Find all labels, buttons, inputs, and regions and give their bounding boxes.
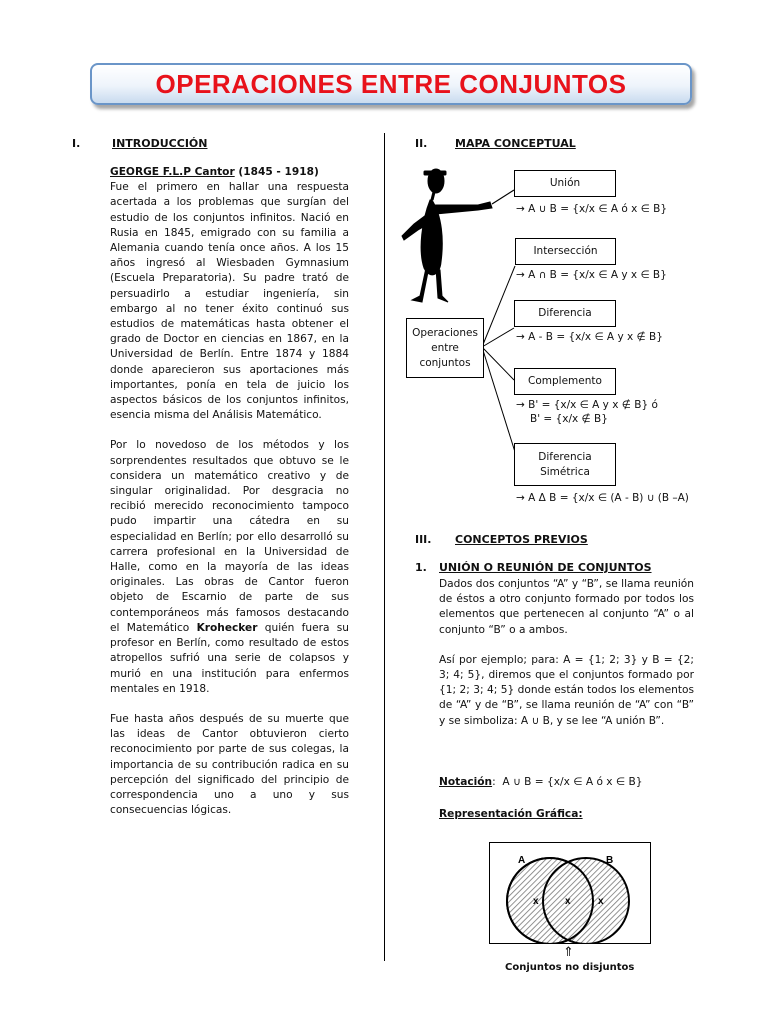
notation-label: Notación — [439, 776, 493, 788]
page-title: OPERACIONES ENTRE CONJUNTOS — [155, 69, 627, 99]
krohecker-name: Krohecker — [196, 621, 258, 634]
op-label: Diferencia — [538, 307, 592, 319]
center-box — [406, 318, 484, 378]
op-formula-complement-alt: B' = {x/x ∉ B} — [530, 413, 608, 425]
section-title: MAPA CONCEPTUAL — [455, 137, 576, 150]
section-title: CONCEPTOS PREVIOS — [455, 533, 588, 546]
section-number: II. — [415, 137, 428, 150]
para2-text-a: Por lo novedoso de los métodos y los sorprendentes resultados que obtuvo se le considera un matemático creativo y de singular originalidad. Por desgracia no recibió merecido reconocimiento tampoco pudo impartir una cátedra en su especialidad en Berlín; por ello desarrolló su carrera profesional en la Universidad de Halle, como en la mayoría de las ideas originales. Las obras de Cantor fueron objeto de Escarnio de parte de sus contemporáneos más famosos destacando el Matemático — [110, 439, 349, 634]
op-formula-intersection: → A ∩ B = {x/x ∈ A y x ∈ B} — [516, 269, 667, 281]
venn-element: x — [598, 896, 604, 907]
center-box-label: Operaciones entre conjuntos — [412, 326, 478, 369]
venn-element: x — [565, 896, 571, 907]
op-label: Intersección — [533, 245, 598, 257]
op-box-union — [514, 170, 616, 197]
op-label: Unión — [549, 177, 581, 189]
venn-label-b: B — [606, 855, 614, 866]
op-formula-difference: → A - B = {x/x ∈ A y x ∉ B} — [516, 331, 663, 343]
op-formula-complement: → B' = {x/x ∈ A y x ∉ B} ó — [516, 399, 658, 411]
venn-set-b — [543, 858, 629, 944]
section-number: I. — [72, 137, 81, 150]
op-box-complement — [514, 368, 616, 395]
union-example: Así por ejemplo; para: A = {1; 2; 3} y B = {2; 3; 4; 5}, diremos que el conjuntos formado por {1; 2; 3; 4; 5} donde están todos los elementos de “A” y de “B”, se llama reunión de “A” con “B” y se simboliza: A ∪ B, y se lee “A unión B”. — [439, 653, 694, 727]
op-box-symmetric-difference — [514, 443, 616, 486]
subsection-union-heading — [415, 561, 652, 574]
bio-name: GEORGE F.L.P Cantor — [110, 166, 235, 178]
venn-diagram — [489, 842, 651, 944]
op-label: Diferencia Simétrica — [538, 450, 592, 478]
subsection-title: UNIÓN O REUNIÓN DE CONJUNTOS — [439, 561, 652, 574]
op-label: Complemento — [528, 375, 602, 387]
union-definition: Dados dos conjuntos “A” y “B”, se llama reunión de éstos a otro conjunto formado por todos los elementos que pertenecen al conjunto “A” o al conjunto “B” o a ambos. — [439, 578, 694, 636]
intro-paragraph-3: Fue hasta años después de su muerte que las ideas de Cantor obtuvieron cierto reconocimiento por parte de sus colegas, la importancia de su contribución radica en su percepción del significado del principio de correspondencia uno a uno y sus consecuencias lógicas. — [110, 712, 349, 817]
pointing-figure-icon — [402, 169, 492, 302]
section-number: III. — [415, 533, 432, 546]
notation-value: A ∪ B = {x/x ∈ A ó x ∈ B} — [502, 776, 643, 788]
intro-paragraph-1: Fue el primero en hallar una respuesta acertada a los problemas que surgían del estudio de los conjuntos infinitos. Nació en Rusia en 1845, emigrado con su familia a Alemania cuando tenía once años. A los 15 años ingresó al Wiesbaden Gymnasium (Escuela Preparatoria). Su padre trató de persuadirlo a estudiar ingeniería, sin embargo al no tener éxito continuó sus estudios de matemáticas hasta obtener el grado de Doctor en ciencias en 1867, en la Universidad de Berlín. Entre 1874 y 1884 donde aparecieron sus aportaciones más importantes, ponía en tela de juicio los aspectos básicos de los conjuntos infinitos, esencia misma del Análisis Matemático. — [110, 181, 349, 422]
para2-text-b: quién fuera su profesor en Berlín, como resultado de estos atropellos sufrió una serie de colapsos y murió en una institución para enfermos mentales en 1918. — [110, 621, 349, 695]
graphic-representation-label: Representación Gráfica: — [439, 808, 583, 820]
venn-element: x — [533, 896, 539, 907]
op-formula-union: → A ∪ B = {x/x ∈ A ó x ∈ B} — [516, 203, 668, 215]
op-formula-symmetric-difference: → A Δ B = {x/x ∈ (A - B) ∪ (B –A) — [516, 492, 689, 504]
up-arrow-icon: ⇑ — [563, 945, 574, 960]
op-box-intersection — [515, 238, 616, 265]
venn-caption: Conjuntos no disjuntos — [505, 962, 635, 973]
bio-years: (1845 - 1918) — [238, 166, 319, 178]
section-prev-heading — [415, 533, 588, 546]
venn-label-a: A — [518, 855, 526, 866]
section-title: INTRODUCCIÓN — [112, 137, 208, 150]
notation-line: Notación: A ∪ B = {x/x ∈ A ó x ∈ B} — [439, 776, 643, 788]
subsection-number: 1. — [415, 561, 427, 574]
union-text — [439, 577, 694, 744]
op-box-difference — [514, 300, 616, 327]
